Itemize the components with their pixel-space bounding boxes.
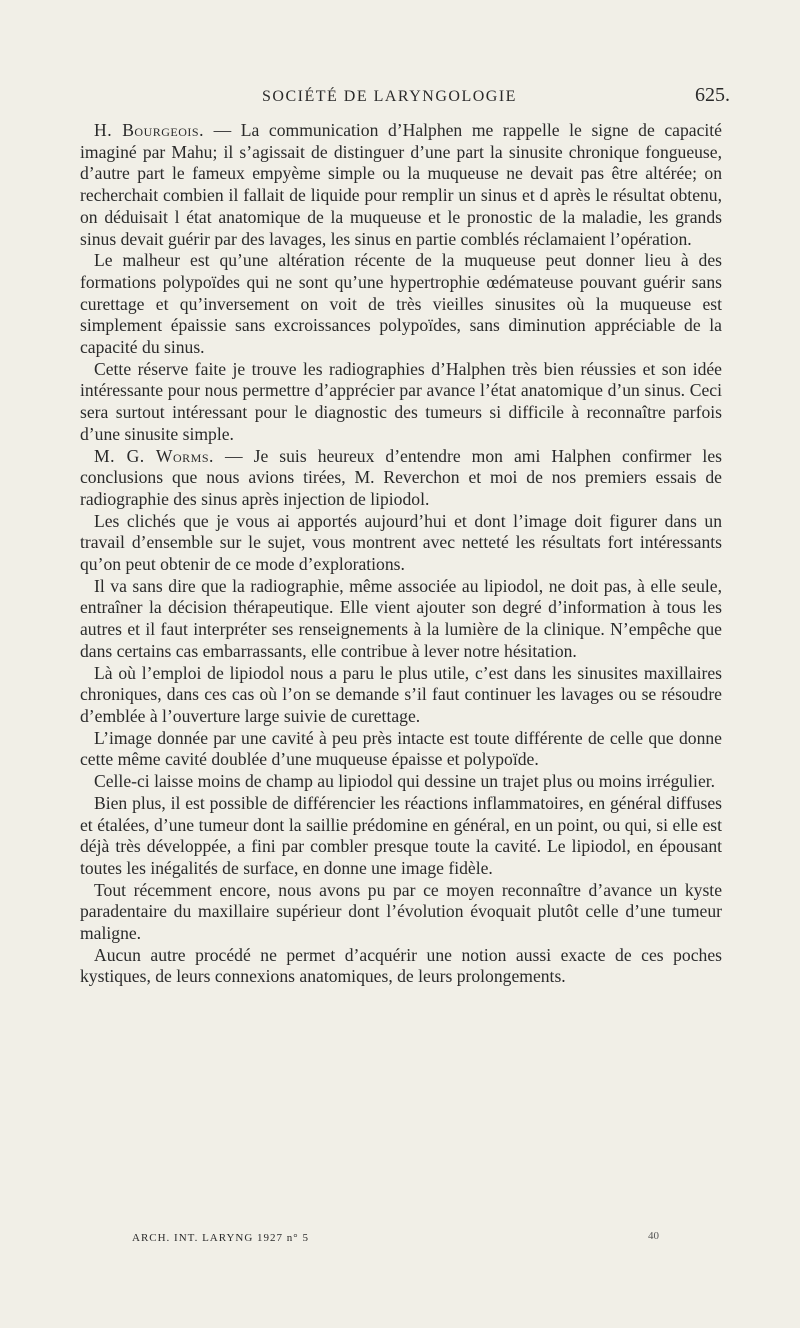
paragraph <box>80 793 722 880</box>
page-number: 625. <box>695 84 730 106</box>
journal-reference: ARCH. INT. LARYNG 1927 n° 5 <box>132 1232 309 1244</box>
paragraph <box>80 446 722 511</box>
paragraph <box>80 728 722 771</box>
paragraph-text: Là où l’emploi de lipiodol nous a paru le plus utile, c’est dans les sinusites maxillaires chroniques, dans ces cas où l’on se demande s’il faut continuer les lavages ou se résoudre d’emblée à l’ouverture large suivie de curettage. <box>80 662 722 726</box>
paragraph-text: — La communication d’Halphen me rappelle le signe de capacité imaginé par Mahu; il s’agissait de distinguer d’une part la sinusite chronique fongueuse, d’autre part le fameux empyème simple ou la muqueuse ne devait pas être altérée; on recherchait combien il fallait de liquide pour remplir un sinus et d après le résultat obtenu, on déduisait l état anatomique de la muqueuse et le pronostic de la maladie, les grands sinus devait guérir par des lavages, les sinus en partie comblés réclamaient l’opération. <box>80 120 722 249</box>
page <box>80 84 730 988</box>
paragraph-text: L’image donnée par une cavité à peu près intacte est toute différente de celle que donne cette même cavité doublée d’une muqueuse épaisse et polypoïde. <box>80 727 722 770</box>
paragraph-text: Aucun autre procédé ne permet d’acquérir une notion aussi exacte de ces poches kystiques, de leurs connexions anatomiques, de leurs prolongements. <box>80 944 722 987</box>
paragraph <box>80 359 722 446</box>
paragraph-text: Cette réserve faite je trouve les radiographies d’Halphen très bien réussies et son idée intéressante pour nous permettre d’apprécier par avance l’état anatomique d’un sinus. Ceci sera surtout intéressant pour le diagnostic des tumeurs si difficile à reconnaître parfois d’une sinusite simple. <box>80 358 722 444</box>
signature-mark: 40 <box>648 1230 659 1242</box>
paragraph <box>80 511 722 576</box>
paragraph <box>80 250 722 359</box>
paragraph-text: — Je suis heureux d’entendre mon ami Halphen confirmer les conclusions que nous avions tirées, M. Reverchon et moi de nos premiers essais de radiographie des sinus après injection de lipiodol. <box>80 445 722 509</box>
page-header <box>80 84 730 118</box>
paragraph-text: Tout récemment encore, nous avons pu par ce moyen reconnaître d’avance un kyste paradentaire du maxillaire supérieur dont l’évolution évoquait plutôt celle d’une tumeur maligne. <box>80 879 722 944</box>
speaker-name: H. Bourgeois. <box>94 120 204 140</box>
body-text <box>80 120 722 988</box>
paragraph-text: Bien plus, il est possible de différencier les réactions inflammatoires, en général diffuses et étalées, d’une tumeur dont la saillie prédomine en général, en un point, ou qui, si elle est déjà très développée, a fini par combler presque toute la cavité. Le lipiodol, en épousant toutes les inégalités de surface, en donne une image fidèle. <box>80 792 722 878</box>
paragraph <box>80 120 722 250</box>
paragraph-text: Les clichés que je vous ai apportés aujourd’hui et dont l’image doit figurer dans un travail d’ensemble sur le sujet, vous montrent avec netteté les résultats fort intéressants qu’on peut obtenir de ce mode d’explorations. <box>80 510 722 575</box>
paragraph-text: Celle-ci laisse moins de champ au lipiodol qui dessine un trajet plus ou moins irrégulier. <box>94 771 716 792</box>
running-title: SOCIÉTÉ DE LARYNGOLOGIE <box>262 88 517 105</box>
speaker-name: M. G. Worms. <box>94 445 214 466</box>
paragraph <box>80 663 722 728</box>
paragraph-text: Il va sans dire que la radiographie, même associée au lipiodol, ne doit pas, à elle seule, entraîner la décision thérapeutique. Elle vient ajouter son degré d’information à tous les autres et il faut interpréter ses renseignements à la lumière de la clinique. N’empêche que dans certains cas embarrassants, elle contribue à lever notre hésitation. <box>80 575 722 661</box>
paragraph <box>80 771 722 793</box>
paragraph <box>80 880 722 945</box>
paragraph <box>80 576 722 663</box>
page-footer <box>80 1232 722 1252</box>
paragraph-text: Le malheur est qu’une altération récente de la muqueuse peut donner lieu à des formations polypoïdes qui ne sont qu’une hypertrophie œdémateuse pouvant guérir sans curettage et qu’inversement on voit de très vieilles sinusites où la muqueuse est simplement épaissie sans excroissances polypoïdes, sans diminution appréciable de la capacité du sinus. <box>80 250 722 358</box>
paragraph <box>80 945 722 988</box>
